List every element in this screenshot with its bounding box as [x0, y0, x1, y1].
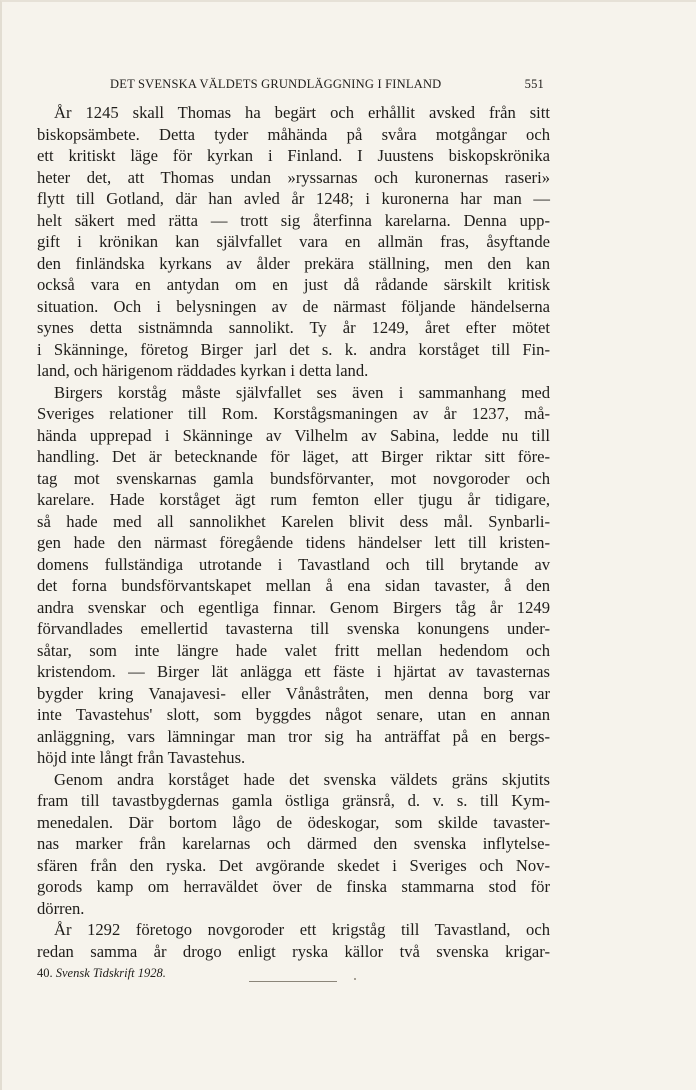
- text-line: År 1292 företogo novgoroder ett krigståg till Tavastland, och: [54, 920, 550, 939]
- text-line: heter det, att Thomas undan »ryssarnas och kuronernas raseri»: [37, 167, 550, 187]
- text-line: gift i krönikan kan självfallet vara en allmän fras, åsyftande: [37, 232, 550, 251]
- text-line: tag mot svenskarnas gamla bundsförvanter, mot novgoroder och: [37, 468, 550, 488]
- text-line: inte Tavastehus' slott, som byggdes något senare, utan en annan: [37, 705, 550, 724]
- text-line: förvandlades emellertid tavasterna till svenska konungens under-: [37, 619, 550, 638]
- text-line: Sveriges relationer till Rom. Korstågsmaningen av år 1237, må-: [37, 404, 550, 423]
- text-line: andra svenskar och egentliga finnar. Genom Birgers tåg år 1249: [37, 597, 550, 617]
- text-line: Birgers korståg måste självfallet ses även i sammanhang med: [54, 382, 550, 402]
- text-line: höjd inte långt från Tavastehus.: [37, 748, 246, 767]
- signature-number: 40.: [37, 966, 53, 980]
- text-line: fram till tavastbygdernas gamla östliga gränsrå, d. v. s. till Kym-: [37, 791, 550, 810]
- header-title: DET SVENSKA VÄLDETS GRUNDLÄGGNING I FINLAND: [110, 77, 442, 91]
- text-line: också vara en antydan om en just då rådande särskilt kritisk: [37, 275, 550, 294]
- text-line: kristendom. — Birger lät anlägga ett fäste i hjärtat av tavasternas: [37, 662, 550, 681]
- text-line: synes detta sistnämnda sannolikt. Ty år 1249, året efter mötet: [37, 318, 550, 337]
- text-line: handling. Det är betecknande för läget, att Birger riktar sitt före-: [37, 447, 550, 466]
- text-line: så hade med all sannolikhet Karelen blivit dess mål. Synbarli-: [37, 511, 550, 531]
- text-line: biskopsämbete. Detta tyder måhända på svåra motgångar och: [37, 124, 550, 144]
- text-line: ett kritiskt läge för kyrkan i Finland. I Juustens biskopskrönika: [37, 146, 550, 165]
- text-line: Genom andra korståget hade det svenska väldets gräns skjutits: [54, 769, 550, 789]
- text-line: menedalen. Där bortom lågo de ödeskogar, som skilde tavaster-: [37, 812, 550, 832]
- journal-name: Svensk Tidskrift 1928.: [55, 966, 166, 980]
- text-line: det forna bundsförvantskapet mellan å ena sidan tavaster, å den: [37, 576, 550, 595]
- footer-rule: [249, 981, 337, 982]
- body-text: [37, 102, 550, 962]
- paragraph: [37, 382, 550, 769]
- text-line: sfären från den ryska. Det avgörande skedet i Sveriges och Nov-: [37, 855, 550, 875]
- text-line: domens fullständiga utrotande i Tavastland och till brytande av: [37, 554, 550, 574]
- text-line: gen hade den närmast föregående tidens händelser lett till kristen-: [37, 533, 550, 552]
- text-line: land, och härigenom räddades kyrkan i detta land.: [37, 361, 369, 380]
- page-number: 551: [524, 77, 544, 91]
- paragraph: [37, 769, 550, 920]
- text-line: redan samma år drogo enligt ryska källor två svenska krigar-: [37, 941, 550, 961]
- paragraph: [37, 102, 550, 382]
- text-line: nas marker från karelarnas och därmed den svenska inflytelse-: [37, 834, 550, 853]
- text-line: karelare. Hade korståget ägt rum femton eller tjugu år tidigare,: [37, 490, 550, 509]
- text-line: dörren.: [37, 898, 85, 918]
- footer-signature: [37, 966, 166, 981]
- text-line: flytt till Gotland, där han avled år 1248; i kuronerna har man —: [37, 189, 550, 208]
- text-line: gorods kamp om herraväldet över de finska stammarna stod för: [37, 877, 550, 896]
- text-line: anläggning, vars lämningar man tror sig ha anträffat på en bergs-: [37, 726, 550, 746]
- text-line: bygder kring Vanajavesi- eller Vånåstråten, men denna borg var: [37, 683, 550, 703]
- text-line: hända upprepad i Skänninge av Vilhelm av Sabina, ledde nu till: [37, 425, 550, 445]
- text-line: helt säkert med rätta — trott sig återfinna karelarna. Denna upp-: [37, 210, 550, 230]
- paragraph: [37, 919, 550, 962]
- text-line: den finländska kyrkans av ålder prekära ställning, men den kan: [37, 253, 550, 273]
- text-line: År 1245 skall Thomas ha begärt och erhållit avsked från sitt: [54, 103, 550, 122]
- footer-dot: [354, 978, 356, 980]
- text-line: såtar, som inte längre hade valet fritt mellan hedendom och: [37, 640, 550, 660]
- text-line: situation. Och i belysningen av de närmast följande händelserna: [37, 296, 550, 316]
- text-line: i Skänninge, företog Birger jarl det s. k. andra korståget till Fin-: [37, 339, 550, 359]
